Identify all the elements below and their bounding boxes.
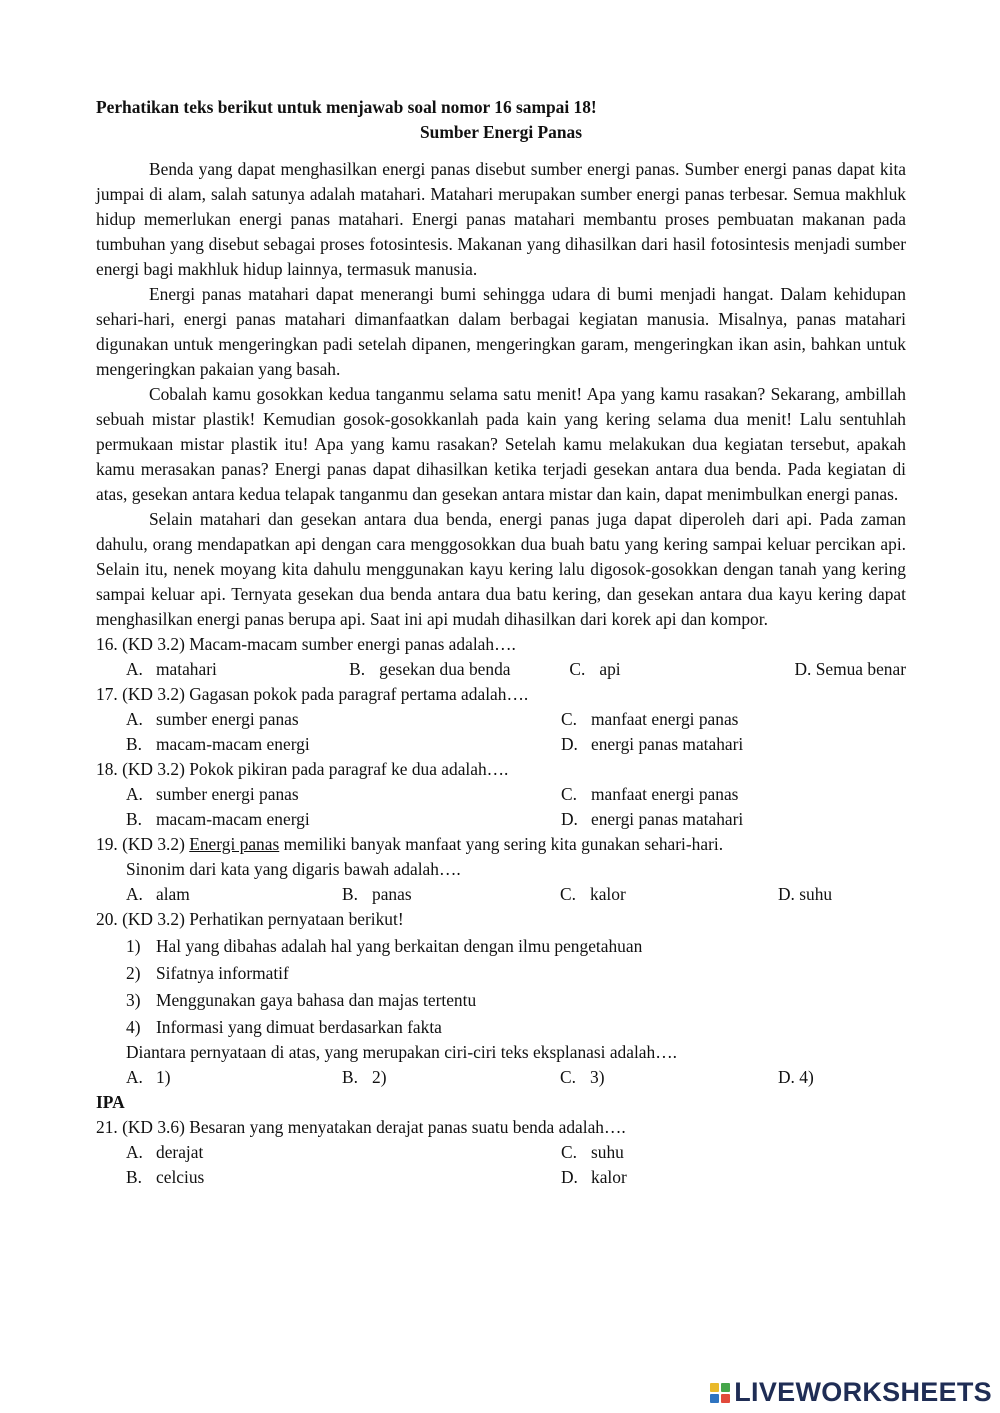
instruction: Perhatikan teks berikut untuk menjawab soal nomor 16 sampai 18! bbox=[96, 97, 597, 117]
options bbox=[126, 707, 906, 757]
option-a[interactable]: A. 1) bbox=[126, 1067, 171, 1087]
question-17 bbox=[96, 682, 906, 757]
paragraph-3: Cobalah kamu gosokkan kedua tanganmu selama satu menit! Apa yang kamu rasakan? Sekarang, ambillah sebuah mistar plastik! Kemudian gosok-gosokkanlah pada kain yang kering selama dua menit! Lalu sentuhlah permukaan mistar plastik itu! Apa yang kamu rasakan? Setelah kamu melakukan dua kegiatan tersebut, apakah kamu merasakan panas? Energi panas dapat dihasilkan ketika terjadi gesekan antara dua benda. Pada kegiatan di atas, gesekan antara kedua telapak tanganmu dan gesekan antara mistar dan kain, dapat menimbulkan energi panas. bbox=[96, 384, 906, 504]
question-subtext: Sinonim dari kata yang digaris bawah adalah…. bbox=[126, 859, 461, 879]
statement-1: 1) Hal yang dibahas adalah hal yang berkaitan dengan ilmu pengetahuan bbox=[126, 936, 643, 956]
worksheet-page bbox=[96, 95, 906, 1190]
logo-square bbox=[710, 1383, 719, 1392]
option-a[interactable]: A. derajat bbox=[126, 1142, 204, 1162]
option-c[interactable]: C. manfaat energi panas bbox=[561, 784, 739, 804]
question-21 bbox=[96, 1115, 906, 1190]
option-c[interactable]: C. suhu bbox=[561, 1142, 624, 1162]
option-d[interactable]: D. kalor bbox=[561, 1167, 627, 1187]
reading-title: Sumber Energi Panas bbox=[419, 122, 582, 142]
question-text: 21. (KD 3.6) Besaran yang menyatakan derajat panas suatu benda adalah…. bbox=[96, 1117, 626, 1137]
section-heading-ipa: IPA bbox=[96, 1092, 125, 1112]
options bbox=[126, 882, 906, 907]
question-text: 19. (KD 3.2) Energi panas memiliki banyak manfaat yang sering kita gunakan sehari-hari. bbox=[96, 834, 724, 854]
options bbox=[126, 1140, 906, 1190]
brand-name: LIVEWORKSHEETS bbox=[734, 1377, 992, 1407]
option-d[interactable]: D. 4) bbox=[778, 1067, 814, 1087]
option-b[interactable]: B. macam-macam energi bbox=[126, 809, 310, 829]
option-d[interactable]: D. suhu bbox=[778, 884, 833, 904]
option-b[interactable]: B. 2) bbox=[342, 1067, 387, 1087]
statement-2: 2) Sifatnya informatif bbox=[126, 963, 289, 983]
logo-square bbox=[721, 1394, 730, 1403]
question-text: 18. (KD 3.2) Pokok pikiran pada paragraf ke dua adalah…. bbox=[96, 759, 509, 779]
statement-3: 3) Menggunakan gaya bahasa dan majas tertentu bbox=[126, 990, 477, 1010]
option-d[interactable]: D. energi panas matahari bbox=[561, 734, 744, 754]
underlined-phrase: Energi panas bbox=[189, 834, 280, 854]
option-a[interactable]: A. sumber energi panas bbox=[126, 784, 299, 804]
options bbox=[126, 657, 906, 682]
question-text: 17. (KD 3.2) Gagasan pokok pada paragraf pertama adalah…. bbox=[96, 684, 529, 704]
option-a[interactable]: A. sumber energi panas bbox=[126, 709, 299, 729]
options bbox=[126, 1065, 906, 1090]
option-b[interactable]: B. macam-macam energi bbox=[126, 734, 310, 754]
paragraph-4: Selain matahari dan gesekan antara dua benda, energi panas juga dapat diperoleh dari api. Pada zaman dahulu, orang mendapatkan api dengan cara menggosokkan dua buah batu yang kering sampai keluar percikan api. Selain itu, nenek moyang kita dahulu menggunakan kayu kering lalu digosok-gosokkan dengan tanah yang kering sampai keluar api. Ternyata gesekan dua benda antara dua batu kering, dan gesekan antara dua kayu kering dapat menghasilkan energi panas berupa api. Saat ini api mudah dihasilkan dari korek api dan kompor. bbox=[96, 509, 906, 629]
paragraph-2: Energi panas matahari dapat menerangi bumi sehingga udara di bumi menjadi hangat. Dalam kehidupan sehari-hari, energi panas matahari dimanfaatkan dalam berbagai kegiatan manusia. Misalnya, panas matahari digunakan untuk mengeringkan padi setelah dipanen, mengeringkan garam, mengeringkan ikan asin, bahkan untuk mengeringkan pakaian yang basah. bbox=[96, 284, 906, 379]
option-a[interactable]: A. matahari bbox=[126, 659, 217, 679]
paragraph-1: Benda yang dapat menghasilkan energi panas disebut sumber energi panas. Sumber energi panas dapat kita jumpai di alam, salah satunya adalah matahari. Matahari merupakan sumber energi panas terbesar. Semua makhluk hidup memerlukan energi panas matahari. Energi panas matahari membantu proses pembuatan makanan pada tumbuhan yang disebut sebagai proses fotosintesis. Makanan yang dihasilkan dari hasil fotosintesis menjadi sumber energi bagi makhluk hidup lainnya, termasuk manusia. bbox=[96, 159, 906, 279]
option-b[interactable]: B. panas bbox=[342, 884, 412, 904]
option-b[interactable]: B. celcius bbox=[126, 1167, 205, 1187]
option-d[interactable]: D. energi panas matahari bbox=[561, 809, 744, 829]
logo-square bbox=[721, 1383, 730, 1392]
logo-squares-icon bbox=[710, 1383, 730, 1403]
question-18 bbox=[96, 757, 906, 832]
question-16 bbox=[96, 632, 906, 682]
logo-square bbox=[710, 1394, 719, 1403]
option-c[interactable]: C. manfaat energi panas bbox=[561, 709, 739, 729]
liveworksheets-logo[interactable] bbox=[710, 1377, 992, 1407]
option-b[interactable]: B. gesekan dua benda bbox=[349, 659, 511, 679]
option-c[interactable]: C. kalor bbox=[560, 884, 626, 904]
options bbox=[126, 782, 906, 832]
statement-4: 4) Informasi yang dimuat berdasarkan fakta bbox=[126, 1017, 442, 1037]
option-c[interactable]: C. api bbox=[569, 659, 621, 679]
question-text: 20. (KD 3.2) Perhatikan pernyataan berikut! bbox=[96, 909, 404, 929]
question-20 bbox=[96, 907, 906, 1090]
question-subtext: Diantara pernyataan di atas, yang merupakan ciri-ciri teks eksplanasi adalah…. bbox=[126, 1042, 677, 1062]
option-d[interactable]: D. Semua benar bbox=[794, 659, 906, 679]
question-text: 16. (KD 3.2) Macam-macam sumber energi panas adalah…. bbox=[96, 634, 516, 654]
question-19 bbox=[96, 832, 906, 907]
option-a[interactable]: A. alam bbox=[126, 884, 190, 904]
option-c[interactable]: C. 3) bbox=[560, 1067, 605, 1087]
